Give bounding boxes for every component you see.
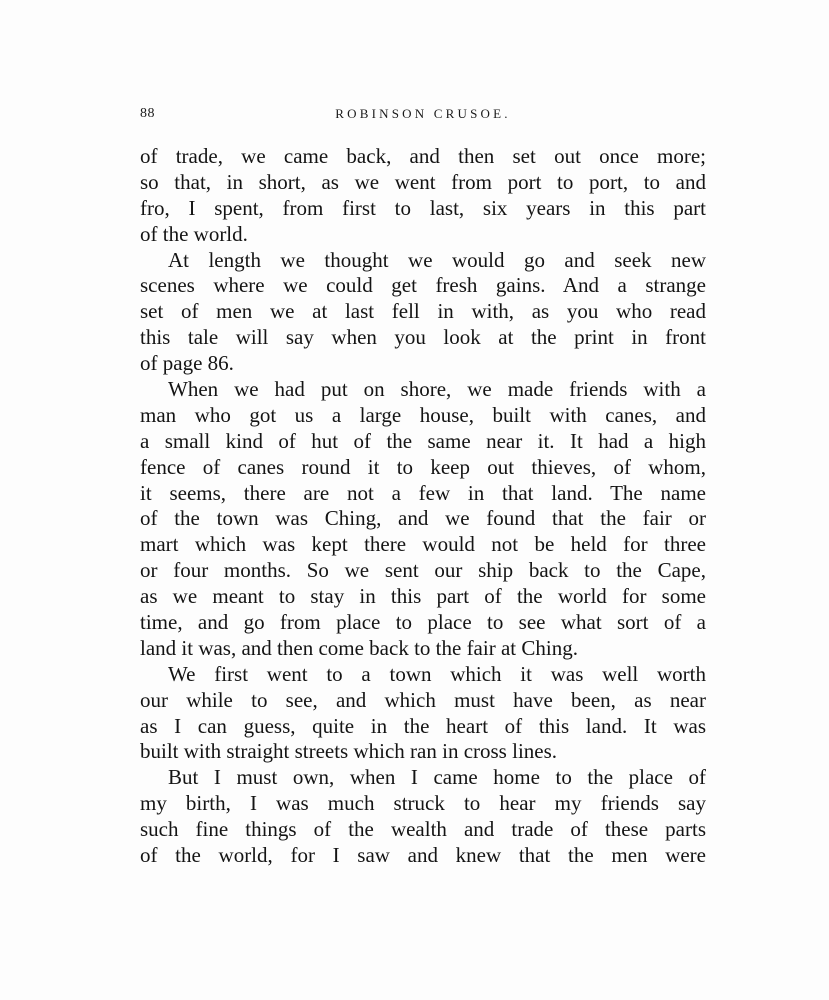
paragraph [140,377,706,662]
text-line: time, and go from place to place to see what sort of a [140,610,706,635]
text-line: of the world. [140,221,248,246]
text-line: our while to see, and which must have been, as near [140,687,706,712]
paragraph [140,144,706,248]
text-line: of trade, we came back, and then set out once more; [140,144,706,168]
text-line: this tale will say when you look at the print in front [140,325,706,350]
page-number: 88 [140,106,155,121]
text-line: of the world, for I saw and knew that the men were [140,843,706,868]
page-header [140,106,706,128]
text-line: land it was, and then come back to the fair at Ching. [140,635,578,660]
text-line: fence of canes round it to keep out thieves, of whom, [140,454,706,479]
text-line: a small kind of hut of the same near it. It had a high [140,428,706,453]
text-line: scenes where we could get fresh gains. And a strange [140,273,706,298]
text-line: as we meant to stay in this part of the world for some [140,584,706,609]
text-line: of the town was Ching, and we found that the fair or [140,506,706,531]
text-line: set of men we at last fell in with, as you who read [140,299,706,324]
text-line: as I can guess, quite in the heart of this land. It was [140,713,706,738]
text-line: it seems, there are not a few in that land. The name [140,480,706,505]
text-line: fro, I spent, from first to last, six years in this part [140,195,706,220]
text-line: man who got us a large house, built with canes, and [140,402,706,427]
paragraph [140,248,706,377]
text-line: of page 86. [140,351,234,376]
body-text [140,144,706,869]
text-line: But I must own, when I came home to the place of [168,765,706,790]
text-line: or four months. So we sent our ship back to the Cape, [140,558,706,583]
text-line: mart which was kept there would not be held for three [140,532,706,557]
paragraph [140,765,706,869]
paragraph [140,662,706,766]
text-line: When we had put on shore, we made friends with a [168,377,706,402]
text-line: We first went to a town which it was well worth [168,661,706,686]
text-line: built with straight streets which ran in cross lines. [140,739,558,764]
text-line: my birth, I was much struck to hear my friends say [140,791,706,816]
text-line: so that, in short, as we went from port to port, to and [140,169,706,194]
text-line: At length we thought we would go and seek new [168,247,706,272]
text-line: such fine things of the wealth and trade of these parts [140,817,706,842]
running-title: ROBINSON CRUSOE. [335,106,511,121]
